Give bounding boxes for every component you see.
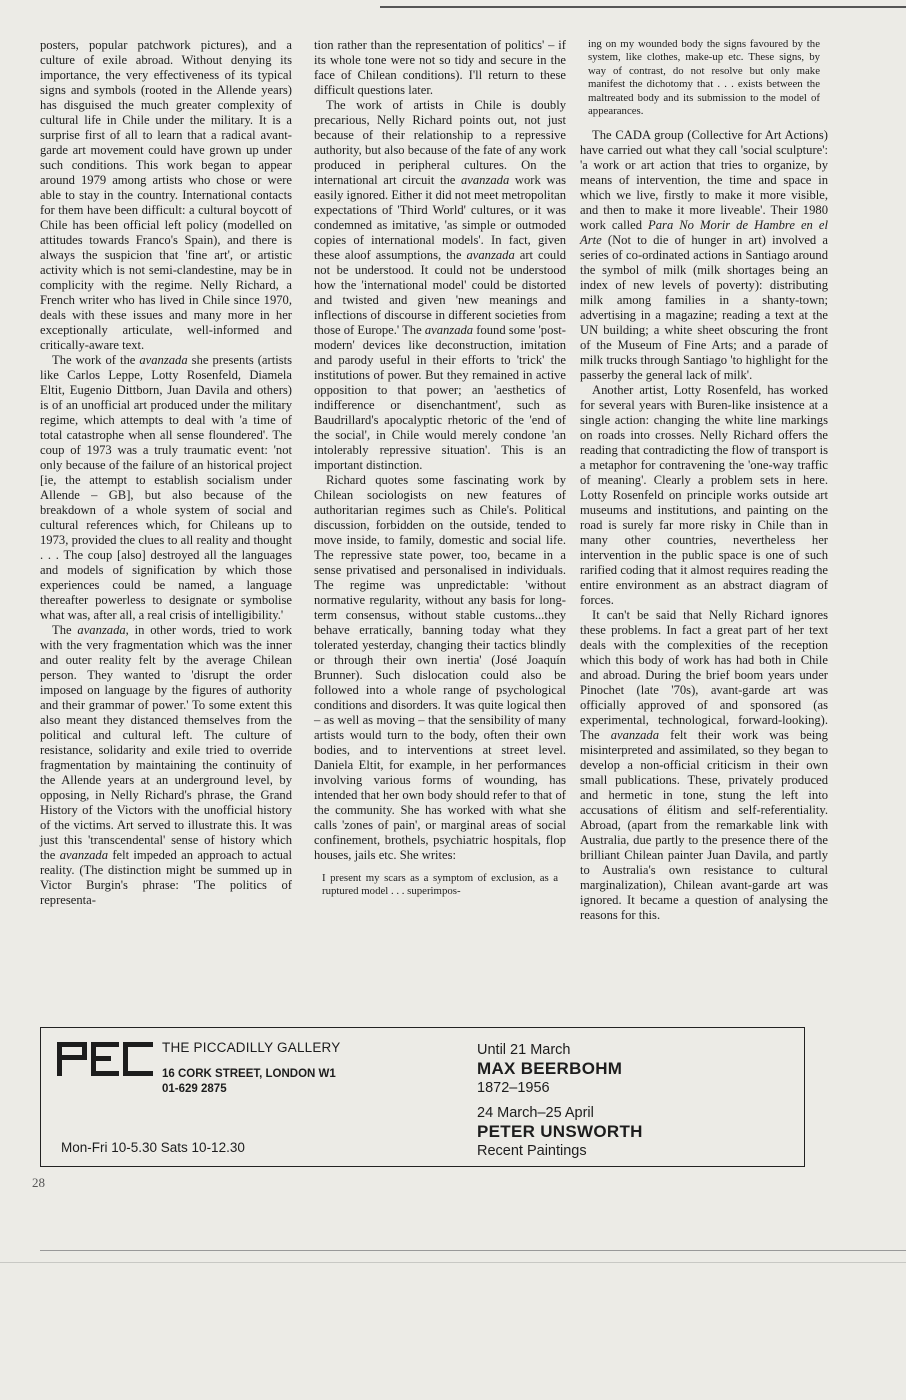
- paragraph: Richard quotes some fascinating work by Chilean sociologists on new features of authoritarian regimes such as Chile's. Political discussion, forbidden on the outside, tended to move inside, to family, domestic and social life. The repressive state power, too, became in a sense privatised and personalised in individuals. The regime was unpredictable: 'without normative regularity, without any basis for long-term consensus, without stable customs...they behave erratically, banning today what they tolerated yesterday, changing their tactics blindly or through their own inertia' (José Joaquín Brunner). Such dislocation could also be followed into a whole range of psychological conditions and disorders. It was quite logical then – as well as moving – that the sensibility of many artists would turn to the body, often their own bodies, and to interventions at street level. Daniela Eltit, for example, in her performances involving various forms of wounding, has intended that her own body should refer to that of the community. She has worked with what she calls 'zones of pain', or marginal areas of social confinement, brothels, psychiatric hospitals, flop houses, jails etc. She writes:: [314, 473, 566, 862]
- gallery-name: THE PICCADILLY GALLERY: [162, 1040, 341, 1055]
- block-quote: ing on my wounded body the signs favoured by the system, like clothes, make-up etc. These signs, by way of contrast, do not resolve but only make manifest the dichotomy that . . . exists between the maltreated body and its submission to the model of appearances.: [588, 38, 820, 118]
- paragraph: The CADA group (Collective for Art Actions) have carried out what they call 'social sculpture': 'a work or art action that tries to organize, by means of intervention, the time and space in which we live, firstly to make it more visible, and then to make it more liveable'. Their 1980 work called Para No Morir de Hambre en el Arte (Not to die of hunger in art) involved a series of co-ordinated actions in Santiago around the symbol of milk (milk shortages being an index of new levels of poverty): distributing milk among families in a shanty-town; advertising in a magazine; reading a text at the UN building; a white sheet obscuring the front of the Museum of Fine Arts; and a parade of milk trucks through Santiago 'to highlight for the passerby the general lack of milk'.: [580, 128, 828, 383]
- exhibition-1-years: 1872–1956: [477, 1080, 550, 1096]
- exhibition-1-dates: Until 21 March: [477, 1042, 571, 1058]
- paragraph: It can't be said that Nelly Richard ignores these problems. In fact a great part of her text deals with the complexities of the reception which this body of work has had both in Chile and abroad. During the brief boom years under Pinochet (late '70s), avant-garde art was officially approved of and sponsored (as experimental, technological, forward-looking). The avanzada felt their work was being misinterpreted and assimilated, so they began to develop a non-official criticism in their own small publications. These, privately produced and hermetic in tone, stung the left into accusations of élitism and self-referentiality. Abroad, (apart from the remarkable link with Australia, due partly to the presence there of the brilliant Chilean painter Juan Davila, and partly to Australia's own resistance to cultural marginalization), Chilean avant-garde art was ignored. It became a question of analysing the reasons for this.: [580, 608, 828, 923]
- italic-title: Para No Morir de Hambre en el Arte: [580, 218, 828, 248]
- gallery-logo-icon: [57, 1042, 153, 1076]
- exhibition-2-subtitle: Recent Paintings: [477, 1143, 587, 1159]
- top-rule: [380, 6, 906, 8]
- paragraph: posters, popular patchwork pictures), and a culture of exile abroad. Without denying its importance, the very effectiveness of its typical signs and symbols (rooted in the Allende years) has disguised the much greater complexity of cultural life in Chile under the military. It is a surprise first of all to learn that a radical avant-garde art movement could have grown up under such conditions. This work began to appear around 1979 among artists who chose or were able to stay in the country. International contacts for them have been difficult: a cultural boycott of Chile has been official left policy (modelled on attitudes towards Franco's Spain), and there is always the suspicion that 'fine art', or artistic activity which is not semi-clandestine, may be in complicity with the regime. Nelly Richard, a French writer who has lived in Chile since 1970, deals with these issues and many more in her exceptionally articulate, well-informed and critically-aware text.: [40, 38, 292, 352]
- bottom-rule: [40, 1250, 906, 1251]
- italic-term: avanzada: [424, 323, 474, 337]
- article-column-1: [40, 38, 292, 908]
- italic-term: avanzada: [461, 173, 510, 187]
- gallery-phone: 01-629 2875: [162, 1083, 227, 1095]
- paragraph: Another artist, Lotty Rosenfeld, has worked for several years with Buren-like insistence at a single action: changing the white line markings on roads into crosses. Nelly Richard offers the reading that contradicting the flow of transport is a metaphor for contravening the 'one-way traffic of meaning'. Clearly a problem sets in here. Lotty Rosenfeld on principle works outside art museums and institutions, and painting on the road is surely far more risky in Chile than in many other countries, nevertheless her intervention in the public space is one of such rarified coding that it almost requires reading the entire environment as an abstract diagram of forces.: [580, 383, 828, 608]
- paragraph: tion rather than the representation of politics' – if its whole tone were not so tidy and secure in the face of Chilean conditions). I'll return to these difficult questions later.: [314, 38, 566, 97]
- gallery-advertisement: [40, 1027, 805, 1167]
- gallery-hours: Mon-Fri 10-5.30 Sats 10-12.30: [61, 1140, 245, 1155]
- paragraph: The work of artists in Chile is doubly precarious, Nelly Richard points out, not just because of their relationship to a repressive authority, but also because of the fate of any work produced in peripheral cultures. On the international art circuit the avanzada work was easily ignored. Either it did not meet metropolitan expectations of 'Third World' cultures, or it was condemned as imitative, 'as simple or outmoded copies of international models'. In fact, given these aloof assumptions, the avanzada art could not be understood. It could not be understood how the 'international model' could be distorted and twisted and given 'new meanings and inflections of discourse in different societies from those of Europe.' The avanzada found some 'post-modern' devices like deconstruction, imitation and parody useful in their efforts to 'trick' the institutions of power. But they remained in active opposition to that power; an 'aesthetics of indifference or disenchantment', such as Baudrillard's apocalyptic rhetoric of the 'end of the social', in Chile would merely condone 'an intolerably repressive situation'. This is an important distinction.: [314, 98, 567, 472]
- exhibition-2-artist: PETER UNSWORTH: [477, 1122, 643, 1141]
- paragraph: The avanzada, in other words, tried to work with the very fragmentation which was the inner and outer reality felt by the average Chilean person. They wanted to 'disrupt the order imposed on language by the figures of authority and their grammar of power.' To some extent this also meant they distanced themselves from the political and cultural left. The culture of resistance, solidarity and exile tried to override fragmentation by maintaining the continuity of the Allende years at an underground level, by opposing, in Nelly Richard's phrase, the Grand History of the Victors with the unofficial history of the victims. Art served to illustrate this. It was just this 'transcendental' sense of history which the avanzada felt impeded an approach to actual reality. (The distinction might be summed up in Victor Burgin's phrase: 'The politics of representa-: [40, 623, 292, 907]
- italic-term: avanzada: [610, 728, 659, 743]
- block-quote: I present my scars as a symptom of exclusion, as a ruptured model . . . superimpos-: [322, 872, 558, 898]
- italic-term: avanzada: [77, 623, 126, 637]
- bottom-rule: [0, 1262, 906, 1263]
- article-column-3: [580, 38, 828, 923]
- italic-term: avanzada: [466, 248, 515, 262]
- exhibition-1-artist: MAX BEERBOHM: [477, 1059, 623, 1078]
- italic-term: avanzada: [139, 353, 188, 367]
- article-column-2: [314, 38, 566, 907]
- paragraph: The work of the avanzada she presents (artists like Carlos Leppe, Lotty Rosenfeld, Diamela Eltit, Eugenio Dittborn, Juan Davila and others) is of an unofficial art produced under the military regime, which attempts to deal with 'a time of total catastrophe when all sense floundered'. The coup of 1973 was a truly traumatic event: 'not only because of the failure of an historical project [ie, the attempt to establish socialism under Allende – GB], but also because of the breakdown of a whole system of social and cultural references which, for Chileans up to 1973, provided the clues to all reality and thought . . . The coup [also] destroyed all the languages and models of signification by which those experiences could be named, a language thereafter powerless to designate or symbolise what was, after all, a real crisis of intelligibility.': [40, 353, 293, 622]
- page-number: 28: [32, 1175, 45, 1190]
- gallery-address: 16 CORK STREET, LONDON W1: [162, 1068, 336, 1080]
- italic-term: avanzada: [59, 848, 108, 862]
- exhibition-2-dates: 24 March–25 April: [477, 1105, 594, 1121]
